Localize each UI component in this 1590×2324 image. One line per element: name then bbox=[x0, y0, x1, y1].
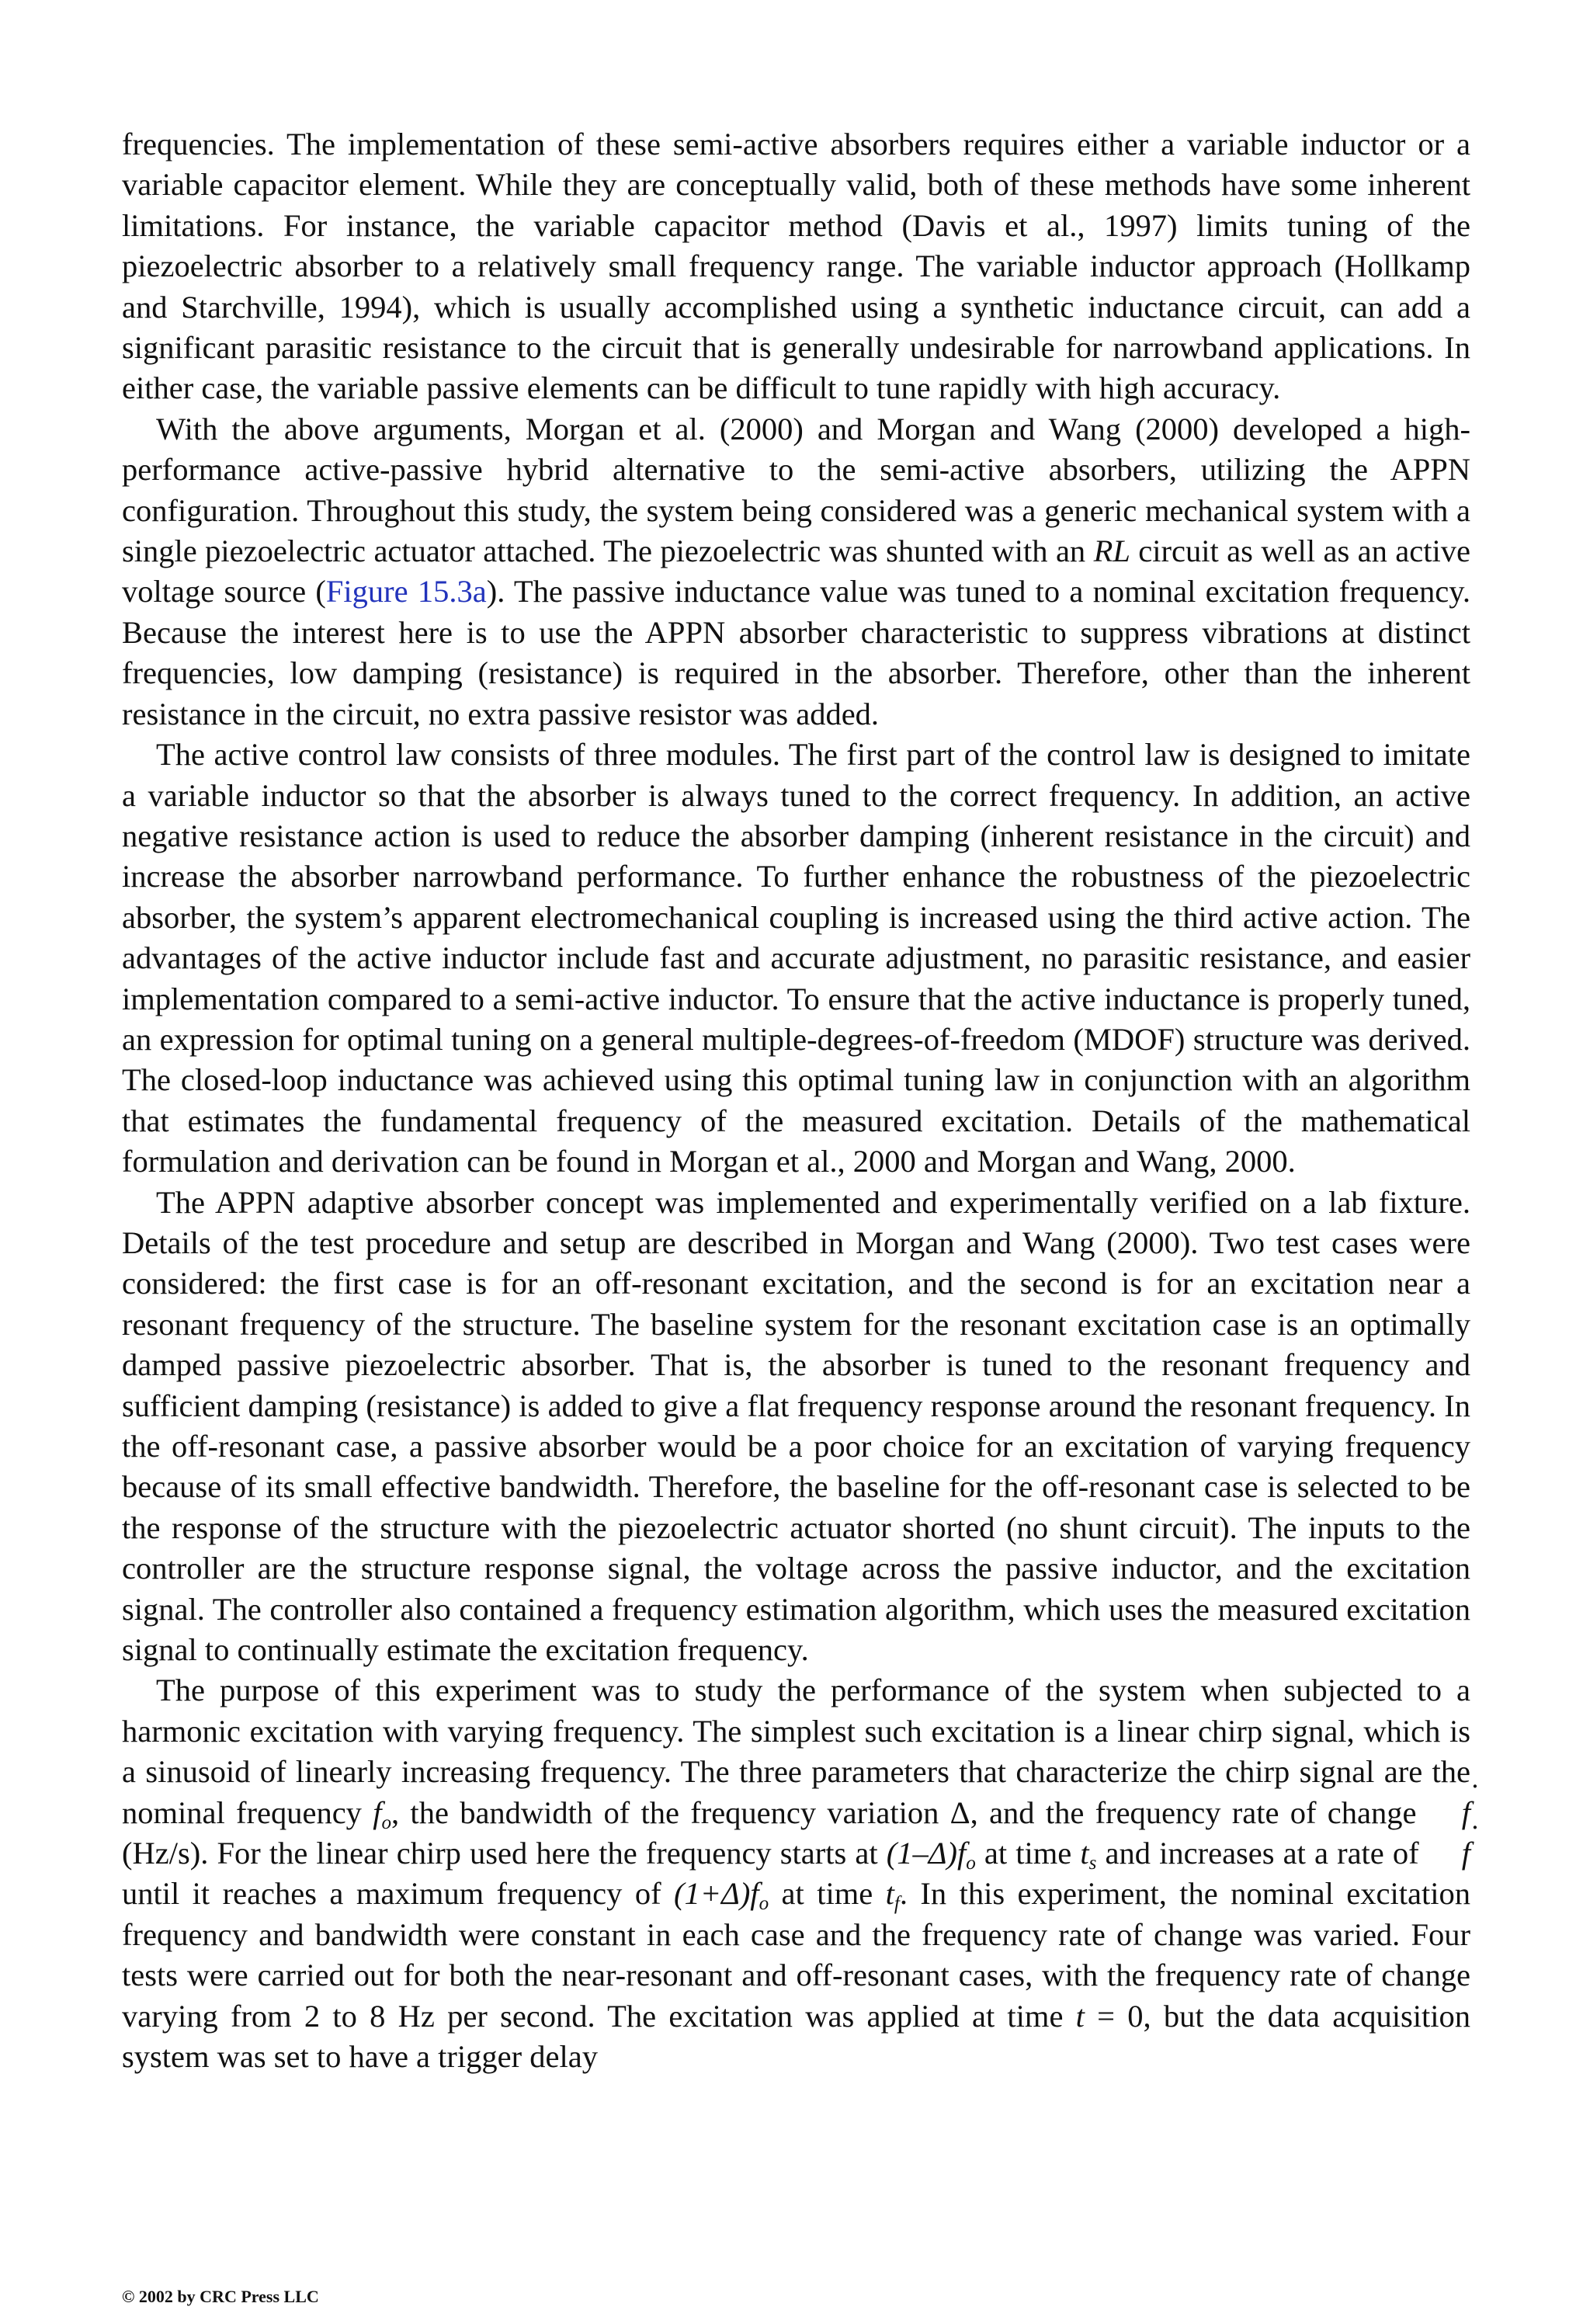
start-time-subscript: s bbox=[1088, 1853, 1097, 1874]
page-body bbox=[122, 124, 1470, 2078]
start-time-symbol: t bbox=[1080, 1836, 1089, 1871]
frequency-rate-symbol-2: ˙ f bbox=[1428, 1833, 1470, 1874]
final-time-subscript: f bbox=[894, 1893, 900, 1915]
paragraph-5-text-i: = 0, but the data acquisition system was set to have a trigger delay bbox=[122, 1998, 1470, 2075]
paragraph-5-text-h: . In this experiment, the nominal excitation frequency and bandwidth were constant in each case and the frequency rate of change was varied. Four tests were carried out for both the near-resonant and off-resonant cases, with the frequency rate of change varying from 2 to 8 Hz per second. The excitation was applied at time bbox=[122, 1876, 1470, 2034]
nominal-frequency-subscript: o bbox=[381, 1812, 392, 1833]
nominal-frequency-symbol: f bbox=[373, 1794, 382, 1830]
paragraph-5-text-c: (Hz/s). For the linear chirp used here the frequency starts at bbox=[122, 1836, 887, 1871]
paragraph-5-text-a: The purpose of this experiment was to study the performance of the system when subjected to a harmonic excitation with varying frequency. The simplest such excitation is a linear chirp signal, which is a sinusoid of linearly increasing frequency. The three parameters that characterize the chirp signal are the nominal frequency bbox=[122, 1673, 1470, 1830]
paragraph-5-text-f: until it reaches a maximum frequency of bbox=[122, 1876, 674, 1912]
paragraph-3: The active control law consists of three modules. The first part of the control law is designed to imitate a variable inductor so that the absorber is always tuned to the correct frequency. In addition, an active negative resistance action is used to reduce the absorber damping (inherent resistance in the circuit) and increase the absorber narrowband performance. To further enhance the robustness of the piezoelectric absorber, the system’s apparent electromechanical coupling is increased using the third active action. The advantages of the active inductor include fast and accurate adjustment, no parasitic resistance, and easier implementation compared to a semi-active inductor. To ensure that the active inductance is properly tuned, an expression for optimal tuning on a general multiple-degrees-of-freedom (MDOF) structure was derived. The closed-loop inductance was achieved using this optimal tuning law in conjunction with an algorithm that estimates the fundamental frequency of the measured excitation. Details of the mathematical formulation and derivation can be found in Morgan et al., 2000 and Morgan and Wang, 2000. bbox=[122, 737, 1470, 1179]
paragraph-5-text-e: and increases at a rate of bbox=[1096, 1836, 1428, 1871]
paragraph-5 bbox=[122, 1670, 1470, 2077]
figure-15-3a-link[interactable]: Figure 15.3a bbox=[325, 574, 487, 610]
final-time-symbol: t bbox=[885, 1876, 894, 1912]
time-symbol: t bbox=[1075, 1998, 1085, 2034]
paragraph-2-text-b: circuit as well as an active voltage source ( bbox=[122, 533, 1470, 610]
paragraph-5-text-d: at time bbox=[975, 1836, 1081, 1871]
max-frequency-expression: (1+Δ)f bbox=[673, 1876, 759, 1912]
paragraph-2-text-a: With the above arguments, Morgan et al. (2000) and Morgan and Wang (2000) developed a high-performance active-passive hybrid alternative to the semi-active absorbers, utilizing the APPN configuration. Throughout this study, the system being considered was a generic mechanical system with a single piezoelectric actuator attached. The piezoelectric was shunted with an bbox=[122, 411, 1470, 569]
start-frequency-expression: (1–Δ)f bbox=[886, 1836, 967, 1871]
paragraph-5-text-g: at time bbox=[769, 1876, 886, 1912]
paragraph-1: frequencies. The implementation of these semi-active absorbers requires either a variable inductor or a variable capacitor element. While they are conceptually valid, both of these methods have some inherent limitations. For instance, the variable capacitor method (Davis et al., 1997) limits tuning of the piezoelectric absorber to a relatively small frequency range. The variable inductor approach (Hollkamp and Starchville, 1994), which is usually accomplished using a synthetic inductance circuit, can add a significant parasitic resistance to the circuit that is generally undesirable for narrowband applications. In either case, the variable passive elements can be difficult to tune rapidly with high accuracy. bbox=[122, 127, 1470, 406]
max-frequency-subscript: o bbox=[759, 1893, 769, 1915]
paragraph-4: The APPN adaptive absorber concept was implemented and experimentally verified on a lab fixture. Details of the test procedure and setup are described in Morgan and Wang (2000). Two test cases were considered: the first case is for an off-resonant excitation, and the second is for an excitation near a resonant frequency of the structure. The baseline system for the resonant excitation case is an optimally damped passive piezoelectric absorber. That is, the absorber is tuned to the resonant frequency and sufficient damping (resistance) is added to give a flat frequency response around the resonant frequency. In the off-resonant case, a passive absorber would be a poor choice for an excitation of varying frequency because of its small effective bandwidth. Therefore, the baseline for the off-resonant case is selected to be the response of the structure with the piezoelectric actuator shorted (no shunt circuit). The inputs to the controller are the structure response signal, the voltage across the passive inductor, and the excitation signal. The controller also contained a frequency estimation algorithm, which uses the measured excitation signal to continually estimate the excitation frequency. bbox=[122, 1184, 1470, 1668]
paragraph-5-text-b: , the bandwidth of the frequency variation Δ, and the frequency rate of change bbox=[391, 1794, 1428, 1830]
frequency-rate-symbol: ˙ f bbox=[1428, 1793, 1470, 1833]
rl-circuit-symbol: RL bbox=[1093, 533, 1130, 569]
copyright-footer: © 2002 by CRC Press LLC bbox=[122, 2287, 319, 2306]
start-frequency-subscript: o bbox=[966, 1853, 976, 1874]
paragraph-2 bbox=[122, 409, 1470, 735]
paragraph-2-text-c: ). The passive inductance value was tuned to a nominal excitation frequency. Because the interest here is to use the APPN absorber characteristic to suppress vibrations at distinct frequencies, low damping (resistance) is required in the absorber. Therefore, other than the inherent resistance in the circuit, no extra passive resistor was added. bbox=[122, 574, 1470, 731]
